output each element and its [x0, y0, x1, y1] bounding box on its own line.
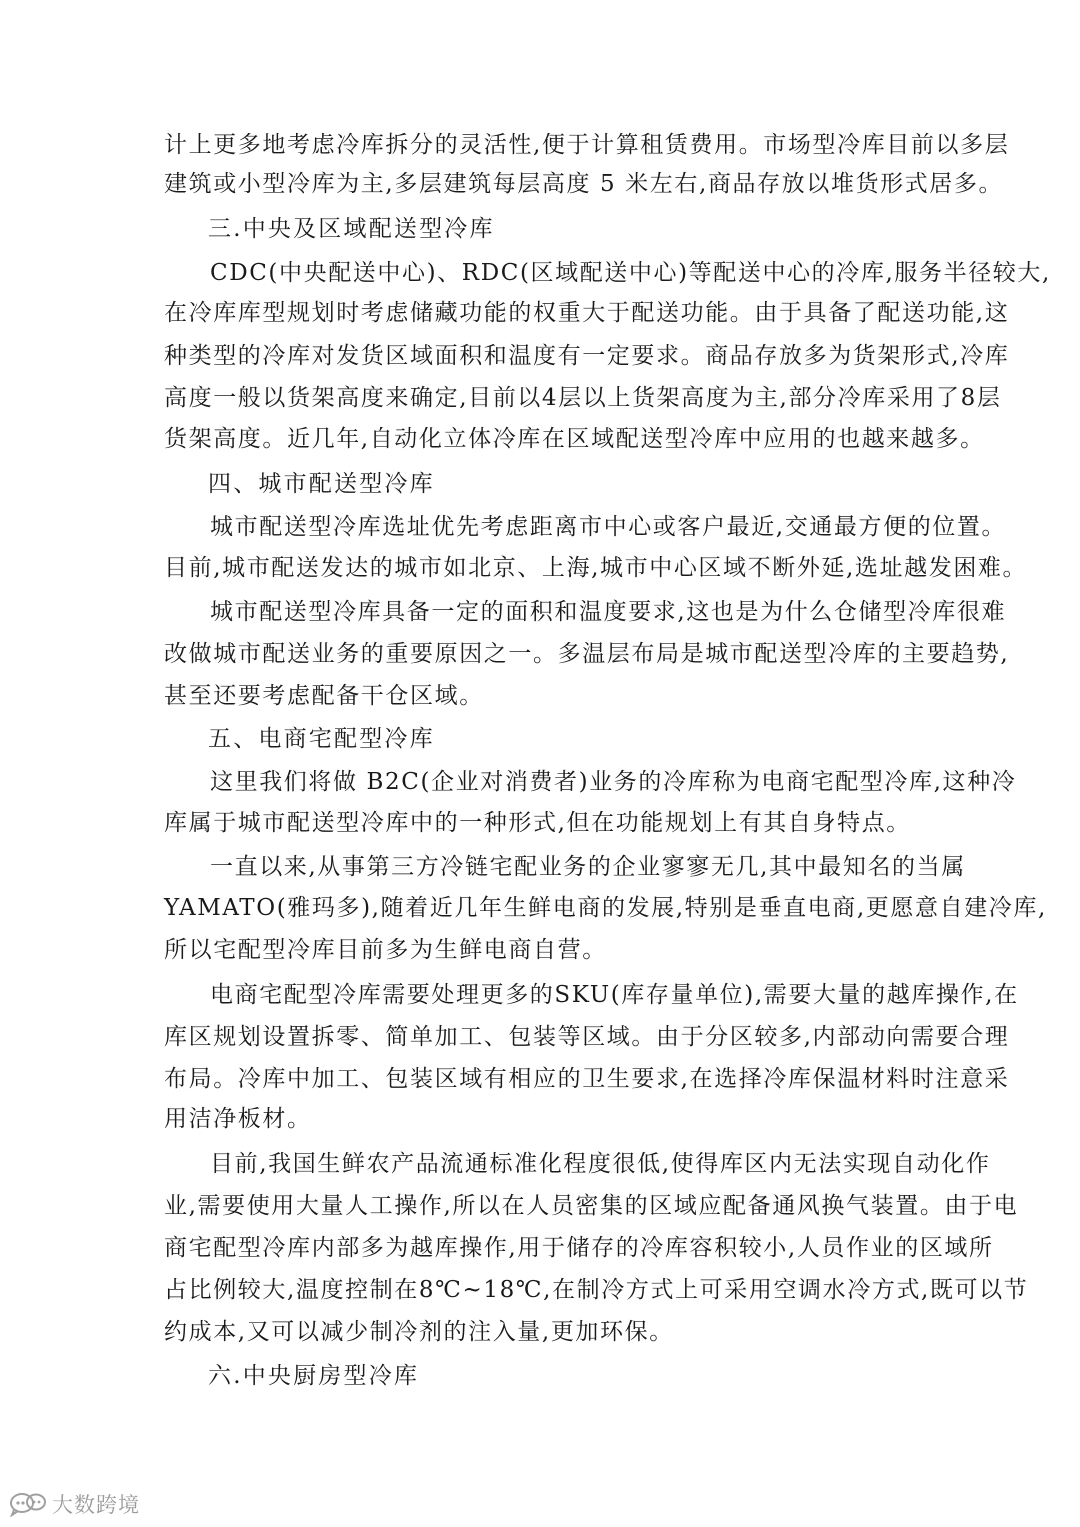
- paragraph-line: YAMATO(雅玛多),随着近几年生鲜电商的发展,特别是垂直电商,更愿意自建冷库,: [164, 895, 1047, 921]
- section-heading: 四、城市配送型冷库: [208, 471, 435, 497]
- paragraph-line: 约成本,又可以减少制冷剂的注入量,更加环保。: [164, 1319, 674, 1345]
- paragraph-line: 货架高度。近几年,自动化立体冷库在区域配送型冷库中应用的也越来越多。: [164, 426, 985, 452]
- paragraph-line: 用洁净板材。: [164, 1106, 312, 1132]
- section-heading: 三.中央及区域配送型冷库: [208, 216, 495, 242]
- chat-bubbles-icon: [8, 1491, 48, 1517]
- paragraph-line: 商宅配型冷库内部多为越库操作,用于储存的冷库容积较小,人员作业的区域所: [164, 1235, 994, 1261]
- paragraph-line: 所以宅配型冷库目前多为生鲜电商自营。: [164, 937, 607, 963]
- section-heading: 五、电商宅配型冷库: [208, 726, 435, 752]
- paragraph-line: 业,需要使用大量人工操作,所以在人员密集的区域应配备通风换气装置。由于电: [164, 1193, 1019, 1219]
- paragraph-line: 库属于城市配送型冷库中的一种形式,但在功能规划上有其自身特点。: [164, 810, 911, 836]
- paragraph-line: CDC(中央配送中心)、RDC(区域配送中心)等配送中心的冷库,服务半径较大,: [210, 260, 1051, 286]
- paragraph-line: 改做城市配送业务的重要原因之一。多温层布局是城市配送型冷库的主要趋势,: [164, 641, 1010, 667]
- paragraph-line: 高度一般以货架高度来确定,目前以4层以上货架高度为主,部分冷库采用了8层: [164, 385, 1002, 411]
- paragraph-line: 占比例较大,温度控制在8℃~18℃,在制冷方式上可采用空调水冷方式,既可以节: [164, 1277, 1029, 1303]
- paragraph-line: 城市配送型冷库选址优先考虑距离市中心或客户最近,交通最方便的位置。: [210, 514, 1007, 540]
- section-heading: 六.中央厨房型冷库: [208, 1363, 420, 1389]
- paragraph-line: 计上更多地考虑冷库拆分的灵活性,便于计算租赁费用。市场型冷库目前以多层: [164, 132, 1010, 158]
- paragraph-line: 库区规划设置拆零、简单加工、包装等区域。由于分区较多,内部动向需要合理: [164, 1024, 1010, 1050]
- paragraph-line: 这里我们将做 B2C(企业对消费者)业务的冷库称为电商宅配型冷库,这种冷: [210, 769, 1017, 795]
- paragraph-line: 种类型的冷库对发货区域面积和温度有一定要求。商品存放多为货架形式,冷库: [164, 343, 1010, 369]
- paragraph-line: 城市配送型冷库具备一定的面积和温度要求,这也是为什么仓储型冷库很难: [210, 599, 1007, 625]
- paragraph-line: 建筑或小型冷库为主,多层建筑每层高度 5 米左右,商品存放以堆货形式居多。: [164, 171, 1004, 197]
- paragraph-line: 目前,我国生鲜农产品流通标准化程度很低,使得库区内无法实现自动化作: [210, 1151, 991, 1177]
- paragraph-line: 电商宅配型冷库需要处理更多的SKU(库存量单位),需要大量的越库操作,在: [210, 982, 1019, 1008]
- watermark-text: 大数跨境: [52, 1493, 140, 1517]
- paragraph-line: 布局。冷库中加工、包装区域有相应的卫生要求,在选择冷库保温材料时注意采: [164, 1066, 1010, 1092]
- paragraph-line: 甚至还要考虑配备干仓区域。: [164, 683, 484, 709]
- paragraph-line: 一直以来,从事第三方冷链宅配业务的企业寥寥无几,其中最知名的当属: [210, 854, 966, 880]
- paragraph-line: 在冷库库型规划时考虑储藏功能的权重大于配送功能。由于具备了配送功能,这: [164, 300, 1010, 326]
- watermark: [8, 1488, 140, 1520]
- paragraph-line: 目前,城市配送发达的城市如北京、上海,城市中心区域不断外延,选址越发困难。: [164, 555, 1028, 581]
